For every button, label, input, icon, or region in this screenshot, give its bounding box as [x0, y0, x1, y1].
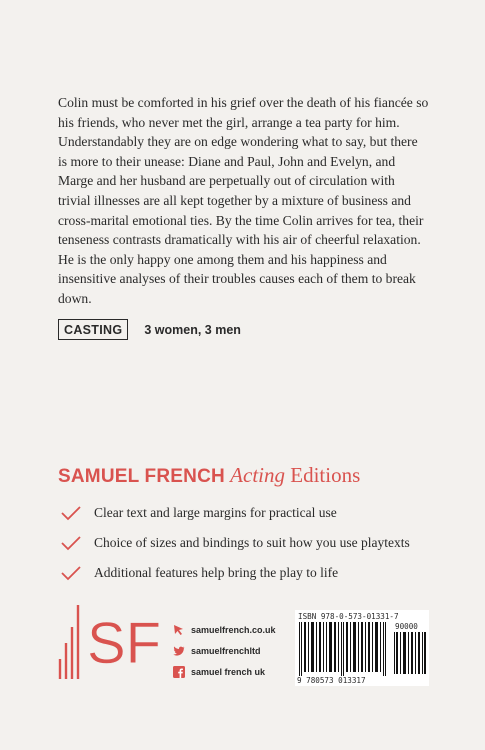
facebook-label: samuel french uk [191, 666, 266, 677]
feature-text: Additional features help bring the play to life [94, 565, 339, 580]
feature-text: Clear text and large margins for practical use [94, 505, 337, 520]
social-links [173, 622, 276, 685]
casting-row [58, 319, 241, 340]
checkmark-icon [60, 535, 82, 551]
feature-item [60, 560, 410, 586]
checkmark-icon [60, 565, 82, 581]
feature-item [60, 500, 410, 526]
editions-brand: SAMUEL FRENCH [58, 466, 225, 487]
website-label: samuelfrench.co.uk [191, 624, 276, 635]
barcode [295, 610, 429, 686]
isbn-number: ISBN 978-0-573-01331-7 [298, 612, 399, 621]
feature-list [60, 500, 410, 590]
facebook-icon [173, 666, 185, 678]
price-barcode-bars [393, 632, 427, 674]
facebook-link[interactable] [173, 664, 276, 679]
website-link[interactable] [173, 622, 276, 637]
barcode-bars [298, 622, 388, 676]
barcode-digits: 9 780573 013317 [297, 676, 366, 685]
logo-letters: SF [87, 611, 162, 676]
price-code: 90000 [395, 622, 418, 631]
casting-value: 3 women, 3 men [144, 322, 241, 337]
cursor-icon [173, 624, 185, 636]
feature-item [60, 530, 410, 556]
editions-acting: Acting [230, 463, 285, 487]
blurb-text: Colin must be comforted in his grief over the death of his fiancée so his friends, who never met the girl, arrange a tea party for him. Understandably they are on edge wondering what to say, but there is more to their unease: Diane and Paul, John and Evelyn, and Marge and her husband are perpetually out of circulation with trivial illnesses are all kept together by a mixture of business and cross-marital emotional ties. By the time Colin arrives for tea, their tenseness contrasts dramatically with his air of cheerful relaxation. He is the only happy one among them and his happiness and insensitive analyses of their troubles causes each of them to break down. [58, 95, 429, 306]
checkmark-icon [60, 505, 82, 521]
twitter-label: samuelfrenchltd [191, 645, 261, 656]
samuel-french-logo [57, 603, 165, 681]
casting-label: CASTING [58, 319, 128, 340]
feature-text: Choice of sizes and bindings to suit how you use playtexts [94, 535, 410, 550]
editions-title [58, 463, 360, 488]
twitter-icon [173, 645, 185, 657]
twitter-link[interactable] [173, 643, 276, 658]
editions-word: Editions [290, 463, 361, 487]
